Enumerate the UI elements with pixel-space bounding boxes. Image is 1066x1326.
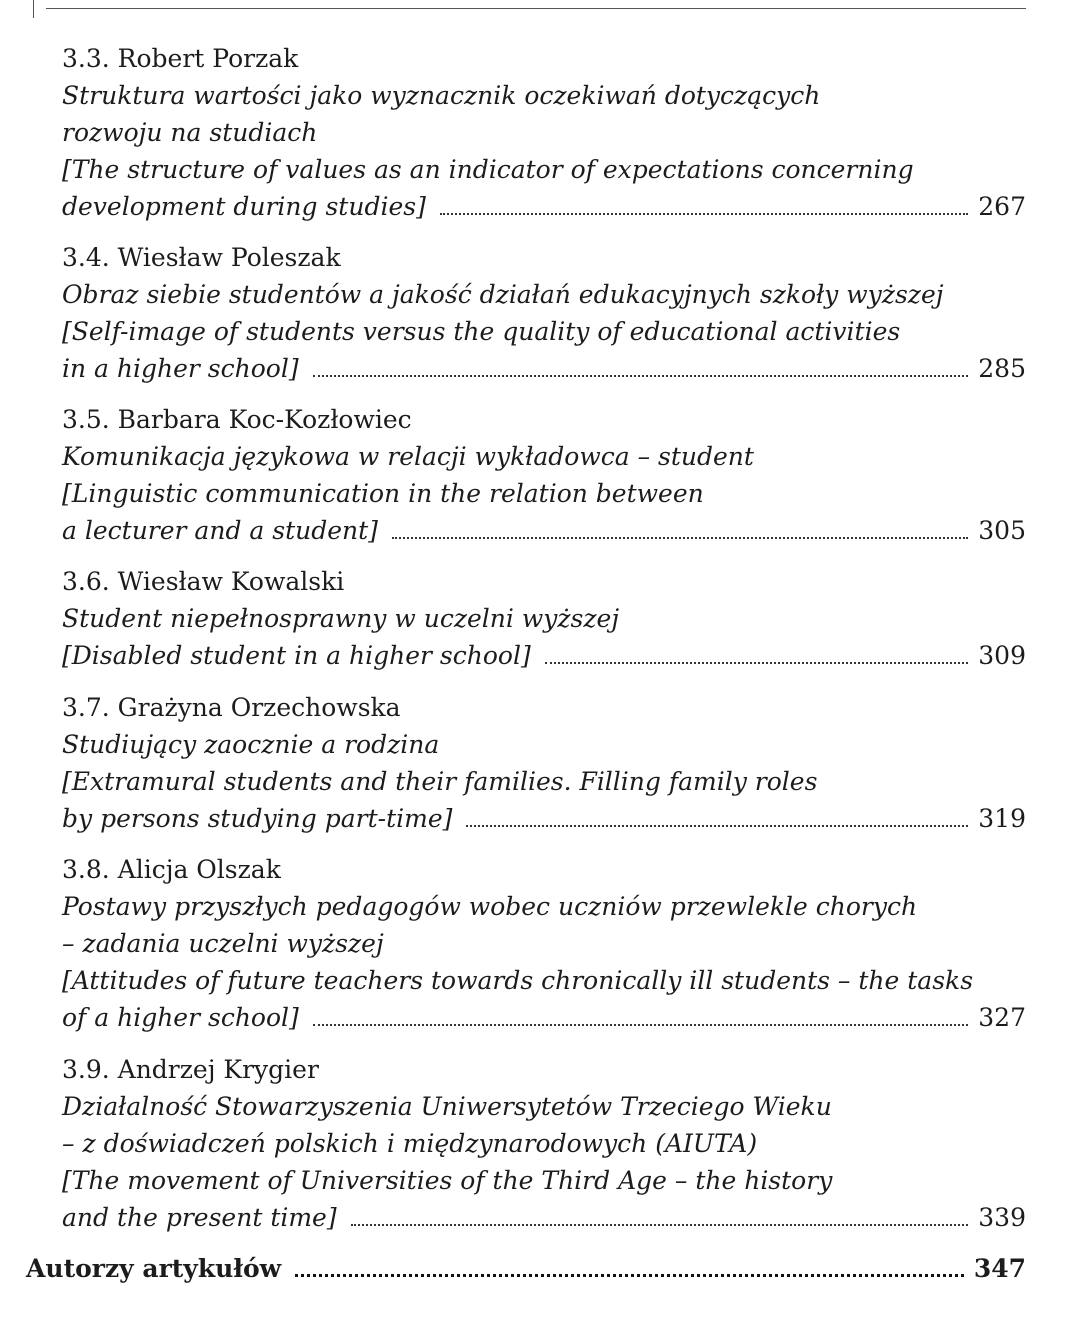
toc-page-number: 305 bbox=[978, 516, 1026, 545]
toc-summary-entry[interactable] bbox=[26, 1250, 1026, 1287]
toc-page-number: 309 bbox=[978, 641, 1026, 670]
toc-page-number: 267 bbox=[978, 192, 1026, 221]
toc-entry-title-line: Działalność Stowarzyszenia Uniwersytetów Trzeciego Wieku bbox=[62, 1092, 832, 1121]
toc-entry-title-line: Obraz siebie studentów a jakość działań edukacyjnych szkoły wyższej bbox=[62, 280, 944, 309]
dot-leader bbox=[351, 1224, 969, 1226]
toc-entry-last-line[interactable] bbox=[62, 999, 1026, 1036]
toc-entry-heading: 3.8. Alicja Olszak bbox=[62, 855, 281, 884]
toc-entry-title-line: Student niepełnosprawny w uczelni wyższej bbox=[62, 604, 620, 633]
toc-entry-heading: 3.9. Andrzej Krygier bbox=[62, 1055, 319, 1084]
toc-entry-title-line: [The structure of values as an indicator of expectations concerning bbox=[62, 155, 914, 184]
toc-entry-title-line: Komunikacja językowa w relacji wykładowca – student bbox=[62, 442, 754, 471]
dot-leader bbox=[392, 537, 968, 539]
toc-entry-heading: 3.3. Robert Porzak bbox=[62, 44, 299, 73]
toc-page-number: 339 bbox=[978, 1203, 1026, 1232]
toc-page-number: 347 bbox=[973, 1254, 1026, 1283]
dot-leader bbox=[313, 375, 969, 377]
toc-entry-title-line: – z doświadczeń polskich i międzynarodowych (AIUTA) bbox=[62, 1129, 758, 1158]
toc-entry-last-line[interactable] bbox=[62, 512, 1026, 549]
toc-entry-title-line: – zadania uczelni wyższej bbox=[62, 929, 384, 958]
dot-leader bbox=[466, 825, 968, 827]
toc-entry-title-end: of a higher school] bbox=[62, 1003, 299, 1032]
toc-entry-title-end: and the present time] bbox=[62, 1203, 337, 1232]
top-margin-tick bbox=[33, 0, 34, 18]
toc-entry-title-line: Postawy przyszłych pedagogów wobec uczniów przewlekle chorych bbox=[62, 892, 918, 921]
toc-page-number: 319 bbox=[978, 804, 1026, 833]
toc-entry-title-line: [Self-image of students versus the quality of educational activities bbox=[62, 317, 901, 346]
toc-entry-title-line: [The movement of Universities of the Third Age – the history bbox=[62, 1166, 833, 1195]
dot-leader bbox=[440, 213, 968, 215]
toc-entry-title-end: by persons studying part-time] bbox=[62, 804, 453, 833]
toc-entry-title-line: [Extramural students and their families. Filling family roles bbox=[62, 767, 818, 796]
toc-page-number: 285 bbox=[978, 354, 1026, 383]
toc-entry-last-line[interactable] bbox=[62, 800, 1026, 837]
toc-entry-heading: 3.6. Wiesław Kowalski bbox=[62, 567, 345, 596]
toc-entry-heading: 3.7. Grażyna Orzechowska bbox=[62, 693, 401, 722]
toc-entry-last-line[interactable] bbox=[62, 637, 1026, 674]
toc-entry-title-line: Studiujący zaocznie a rodzina bbox=[62, 730, 440, 759]
toc-entry-title-line: [Linguistic communication in the relation between bbox=[62, 479, 704, 508]
dot-leader bbox=[313, 1024, 969, 1026]
toc-entry-last-line[interactable] bbox=[62, 188, 1026, 225]
toc-entry-title-end: development during studies] bbox=[62, 192, 426, 221]
toc-entry-last-line[interactable] bbox=[62, 350, 1026, 387]
toc-entry-title-end: [Disabled student in a higher school] bbox=[62, 641, 531, 670]
toc-entry-last-line[interactable] bbox=[62, 1199, 1026, 1236]
toc-entry-title-line: [Attitudes of future teachers towards chronically ill students – the tasks bbox=[62, 966, 974, 995]
toc-page-number: 327 bbox=[978, 1003, 1026, 1032]
top-rule bbox=[46, 8, 1026, 9]
toc-entry-title-line: rozwoju na studiach bbox=[62, 118, 318, 147]
toc-entry-heading: 3.5. Barbara Koc-Kozłowiec bbox=[62, 405, 412, 434]
toc-entry-title-end: in a higher school] bbox=[62, 354, 299, 383]
toc-entry-title-line: Struktura wartości jako wyznacznik oczekiwań dotyczących bbox=[62, 81, 821, 110]
dot-leader bbox=[545, 662, 969, 664]
dot-leader bbox=[295, 1274, 964, 1277]
toc-summary-label: Autorzy artykułów bbox=[26, 1254, 282, 1283]
toc-entry-heading: 3.4. Wiesław Poleszak bbox=[62, 243, 341, 272]
toc-entry-title-end: a lecturer and a student] bbox=[62, 516, 378, 545]
